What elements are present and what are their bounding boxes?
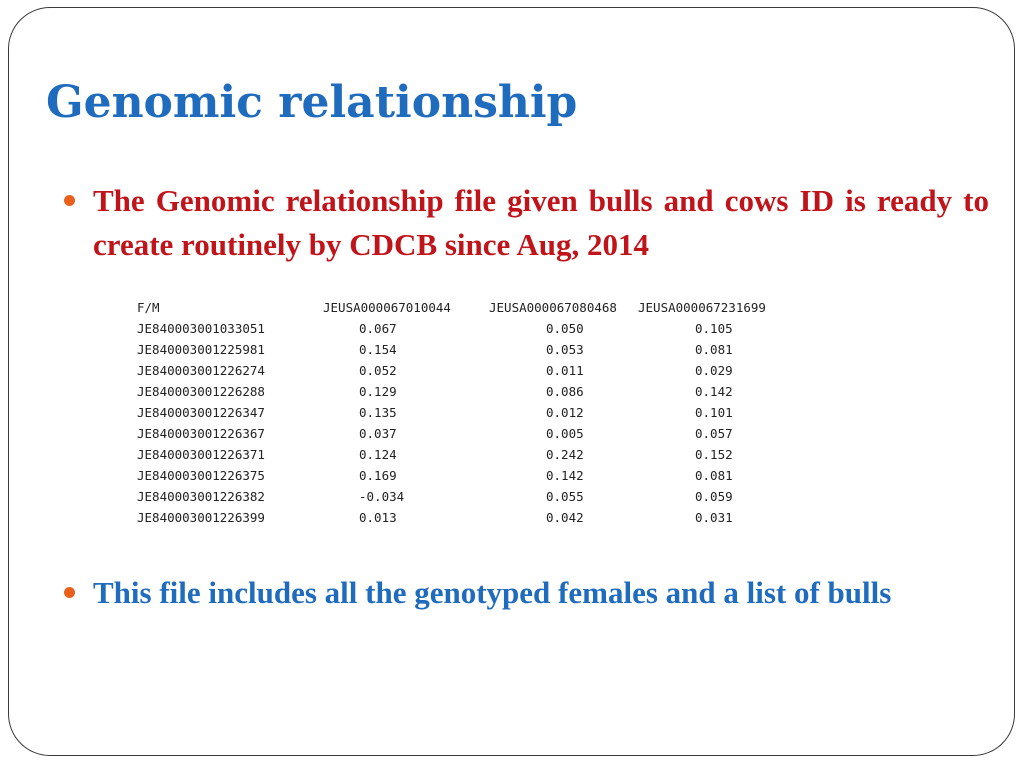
table-value-cell: 0.042 [546, 510, 584, 525]
table-value-cell: 0.029 [695, 363, 733, 378]
table-value-cell: 0.053 [546, 342, 584, 357]
table-value-cell: 0.135 [359, 405, 397, 420]
bullet-dot-icon [64, 195, 75, 206]
table-row-id-cell: JE840003001225981 [137, 342, 265, 357]
table-row-id-cell: JE840003001226399 [137, 510, 265, 525]
table-value-cell: 0.105 [695, 321, 733, 336]
table-value-cell: 0.012 [546, 405, 584, 420]
table-value-cell: -0.034 [359, 489, 405, 504]
table-row-id-cell: JE840003001226371 [137, 447, 265, 462]
table-value-cell: 0.142 [546, 468, 584, 483]
table-row-id-cell: JE840003001226288 [137, 384, 265, 399]
bullet-dot-icon [64, 587, 75, 598]
bullet-item-2 [64, 571, 989, 615]
table-header-cell: JEUSA000067231699 [638, 300, 766, 315]
table-value-cell: 0.067 [359, 321, 397, 336]
table-value-cell: 0.055 [546, 489, 584, 504]
table-value-cell: 0.005 [546, 426, 584, 441]
table-row-id-cell: JE840003001226274 [137, 363, 265, 378]
table-value-cell: 0.081 [695, 468, 733, 483]
table-value-cell: 0.152 [695, 447, 733, 462]
table-row-id-cell: JE840003001226375 [137, 468, 265, 483]
table-value-cell: 0.154 [359, 342, 397, 357]
table-value-cell: 0.031 [695, 510, 733, 525]
table-header-cell: JEUSA000067080468 [489, 300, 617, 315]
table-value-cell: 0.242 [546, 447, 584, 462]
table-value-cell: 0.059 [695, 489, 733, 504]
table-value-cell: 0.124 [359, 447, 397, 462]
bullet-item-1 [64, 179, 989, 267]
table-value-cell: 0.081 [695, 342, 733, 357]
table-value-cell: 0.057 [695, 426, 733, 441]
table-value-cell: 0.050 [546, 321, 584, 336]
table-value-cell: 0.052 [359, 363, 397, 378]
bullet-text: This file includes all the genotyped females and a list of bulls [93, 575, 892, 610]
table-value-cell: 0.011 [546, 363, 584, 378]
table-value-cell: 0.142 [695, 384, 733, 399]
table-value-cell: 0.013 [359, 510, 397, 525]
table-value-cell: 0.037 [359, 426, 397, 441]
table-value-cell: 0.086 [546, 384, 584, 399]
table-row-id-cell: JE840003001226367 [137, 426, 265, 441]
table-row-id-cell: JE840003001033051 [137, 321, 265, 336]
bullet-text: The Genomic relationship file given bulls and cows ID is ready to create routinely by CDCB since Aug, 2014 [93, 183, 989, 262]
table-value-cell: 0.101 [695, 405, 733, 420]
table-row-id-cell: JE840003001226347 [137, 405, 265, 420]
table-value-cell: 0.129 [359, 384, 397, 399]
slide-title: Genomic relationship [46, 77, 578, 128]
table-header-cell: F/M [137, 300, 160, 315]
table-header-cell: JEUSA000067010044 [323, 300, 451, 315]
table-row-id-cell: JE840003001226382 [137, 489, 265, 504]
table-value-cell: 0.169 [359, 468, 397, 483]
